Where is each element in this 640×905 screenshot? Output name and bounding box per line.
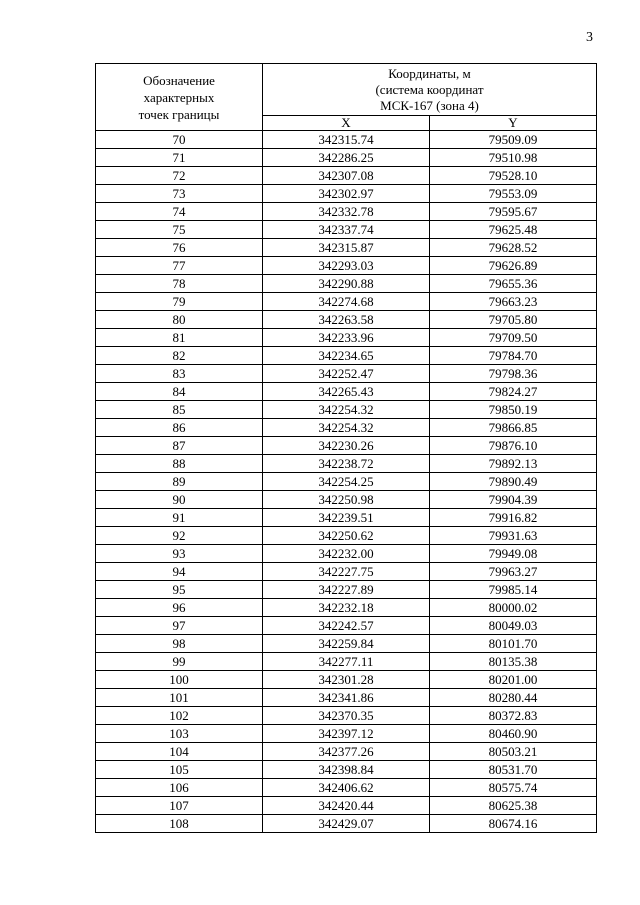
point-number-cell: 95 [96,581,263,599]
x-coordinate-cell: 342254.32 [263,419,430,437]
x-coordinate-cell: 342307.08 [263,167,430,185]
table-row [96,131,597,149]
table-row [96,491,597,509]
table-row [96,509,597,527]
table-row [96,599,597,617]
table-body [96,131,597,833]
y-coordinate-cell: 79890.49 [430,473,597,491]
x-coordinate-cell: 342250.62 [263,527,430,545]
y-coordinate-cell: 79655.36 [430,275,597,293]
y-coordinate-cell: 79866.85 [430,419,597,437]
x-coordinate-cell: 342397.12 [263,725,430,743]
point-number-cell: 97 [96,617,263,635]
point-header-line: точек границы [138,106,220,122]
point-number-cell: 86 [96,419,263,437]
table-row [96,707,597,725]
point-number-cell: 83 [96,365,263,383]
x-coordinate-cell: 342232.18 [263,599,430,617]
x-coordinate-cell: 342239.51 [263,509,430,527]
y-coordinate-cell: 79628.52 [430,239,597,257]
x-coordinate-cell: 342265.43 [263,383,430,401]
point-header-line: Обозначение [143,72,215,88]
table-row [96,221,597,239]
x-coordinate-cell: 342286.25 [263,149,430,167]
y-coordinate-cell: 79595.67 [430,203,597,221]
y-coordinate-cell: 79985.14 [430,581,597,599]
point-number-cell: 107 [96,797,263,815]
x-coordinate-cell: 342429.07 [263,815,430,833]
table-row [96,779,597,797]
table-row [96,563,597,581]
y-coordinate-cell: 80049.03 [430,617,597,635]
point-number-cell: 98 [96,635,263,653]
point-number-cell: 79 [96,293,263,311]
table-row [96,653,597,671]
table-row [96,167,597,185]
point-number-cell: 73 [96,185,263,203]
x-coordinate-cell: 342277.11 [263,653,430,671]
table-row [96,383,597,401]
x-coordinate-cell: 342263.58 [263,311,430,329]
x-coordinate-cell: 342293.03 [263,257,430,275]
table-row [96,617,597,635]
y-coordinate-cell: 79705.80 [430,311,597,329]
y-coordinate-cell: 79876.10 [430,437,597,455]
x-coordinate-cell: 342254.25 [263,473,430,491]
point-number-cell: 85 [96,401,263,419]
table-row [96,797,597,815]
table-row [96,725,597,743]
x-coordinate-cell: 342274.68 [263,293,430,311]
point-number-cell: 87 [96,437,263,455]
y-coordinate-cell: 79509.09 [430,131,597,149]
y-coordinate-cell: 80101.70 [430,635,597,653]
table-row [96,293,597,311]
y-column-header: Y [430,116,597,131]
table-row [96,401,597,419]
y-coordinate-cell: 80280.44 [430,689,597,707]
point-number-cell: 96 [96,599,263,617]
table-row [96,545,597,563]
y-coordinate-cell: 80201.00 [430,671,597,689]
point-number-cell: 82 [96,347,263,365]
x-coordinate-cell: 342233.96 [263,329,430,347]
table-row [96,743,597,761]
table-row [96,203,597,221]
point-number-cell: 99 [96,653,263,671]
x-coordinate-cell: 342332.78 [263,203,430,221]
y-coordinate-cell: 79625.48 [430,221,597,239]
y-coordinate-cell: 79784.70 [430,347,597,365]
x-coordinate-cell: 342315.74 [263,131,430,149]
x-coordinate-cell: 342259.84 [263,635,430,653]
table-row [96,329,597,347]
table-row [96,689,597,707]
table-row [96,455,597,473]
table-row [96,761,597,779]
point-number-cell: 104 [96,743,263,761]
y-coordinate-cell: 79798.36 [430,365,597,383]
table-row [96,419,597,437]
x-coordinate-cell: 342301.28 [263,671,430,689]
y-coordinate-cell: 79663.23 [430,293,597,311]
x-coordinate-cell: 342370.35 [263,707,430,725]
x-coordinate-cell: 342290.88 [263,275,430,293]
table-row [96,185,597,203]
y-coordinate-cell: 80460.90 [430,725,597,743]
x-coordinate-cell: 342341.86 [263,689,430,707]
point-number-cell: 88 [96,455,263,473]
point-column-header [96,64,263,131]
point-number-cell: 90 [96,491,263,509]
point-number-cell: 78 [96,275,263,293]
point-number-cell: 92 [96,527,263,545]
y-coordinate-cell: 79824.27 [430,383,597,401]
point-number-cell: 84 [96,383,263,401]
point-number-cell: 91 [96,509,263,527]
y-coordinate-cell: 79709.50 [430,329,597,347]
point-number-cell: 70 [96,131,263,149]
point-number-cell: 74 [96,203,263,221]
table-row [96,365,597,383]
y-coordinate-cell: 80503.21 [430,743,597,761]
x-coordinate-cell: 342337.74 [263,221,430,239]
point-number-cell: 94 [96,563,263,581]
point-number-cell: 80 [96,311,263,329]
table-row [96,311,597,329]
page-number: 3 [586,30,593,45]
table-row [96,437,597,455]
y-coordinate-cell: 79892.13 [430,455,597,473]
y-coordinate-cell: 79949.08 [430,545,597,563]
table-row [96,257,597,275]
y-coordinate-cell: 80575.74 [430,779,597,797]
table-row [96,581,597,599]
point-number-cell: 101 [96,689,263,707]
x-coordinate-cell: 342406.62 [263,779,430,797]
y-coordinate-cell: 80625.38 [430,797,597,815]
coords-header-line: МСК-167 (зона 4) [380,97,479,113]
point-number-cell: 77 [96,257,263,275]
point-number-cell: 108 [96,815,263,833]
y-coordinate-cell: 79904.39 [430,491,597,509]
x-coordinate-cell: 342420.44 [263,797,430,815]
point-number-cell: 106 [96,779,263,797]
y-coordinate-cell: 79510.98 [430,149,597,167]
y-coordinate-cell: 79850.19 [430,401,597,419]
x-coordinate-cell: 342250.98 [263,491,430,509]
y-coordinate-cell: 79916.82 [430,509,597,527]
table-row [96,149,597,167]
table-row [96,275,597,293]
x-coordinate-cell: 342315.87 [263,239,430,257]
point-number-cell: 105 [96,761,263,779]
x-coordinate-cell: 342377.26 [263,743,430,761]
y-coordinate-cell: 80674.16 [430,815,597,833]
y-coordinate-cell: 80000.02 [430,599,597,617]
point-number-cell: 81 [96,329,263,347]
y-coordinate-cell: 80531.70 [430,761,597,779]
point-number-cell: 93 [96,545,263,563]
coordinates-table [95,63,597,833]
coords-header-line: Координаты, м [388,65,471,81]
point-number-cell: 72 [96,167,263,185]
y-coordinate-cell: 80135.38 [430,653,597,671]
x-column-header: X [263,116,430,131]
coords-header-line: (система координат [375,81,484,97]
x-coordinate-cell: 342254.32 [263,401,430,419]
y-coordinate-cell: 79931.63 [430,527,597,545]
x-coordinate-cell: 342227.89 [263,581,430,599]
x-coordinate-cell: 342230.26 [263,437,430,455]
x-coordinate-cell: 342242.57 [263,617,430,635]
point-number-cell: 89 [96,473,263,491]
x-coordinate-cell: 342238.72 [263,455,430,473]
point-number-cell: 100 [96,671,263,689]
y-coordinate-cell: 79528.10 [430,167,597,185]
table-row [96,239,597,257]
table-row [96,635,597,653]
point-number-cell: 75 [96,221,263,239]
x-coordinate-cell: 342227.75 [263,563,430,581]
x-coordinate-cell: 342232.00 [263,545,430,563]
table-row [96,347,597,365]
point-number-cell: 76 [96,239,263,257]
table-row [96,815,597,833]
point-header-line: характерных [143,89,215,105]
point-number-cell: 103 [96,725,263,743]
point-number-cell: 71 [96,149,263,167]
point-number-cell: 102 [96,707,263,725]
x-coordinate-cell: 342234.65 [263,347,430,365]
table-row [96,671,597,689]
x-coordinate-cell: 342252.47 [263,365,430,383]
coordinates-column-header [263,64,597,116]
y-coordinate-cell: 79963.27 [430,563,597,581]
table-row [96,473,597,491]
y-coordinate-cell: 79553.09 [430,185,597,203]
x-coordinate-cell: 342398.84 [263,761,430,779]
table-row [96,527,597,545]
y-coordinate-cell: 80372.83 [430,707,597,725]
x-coordinate-cell: 342302.97 [263,185,430,203]
y-coordinate-cell: 79626.89 [430,257,597,275]
